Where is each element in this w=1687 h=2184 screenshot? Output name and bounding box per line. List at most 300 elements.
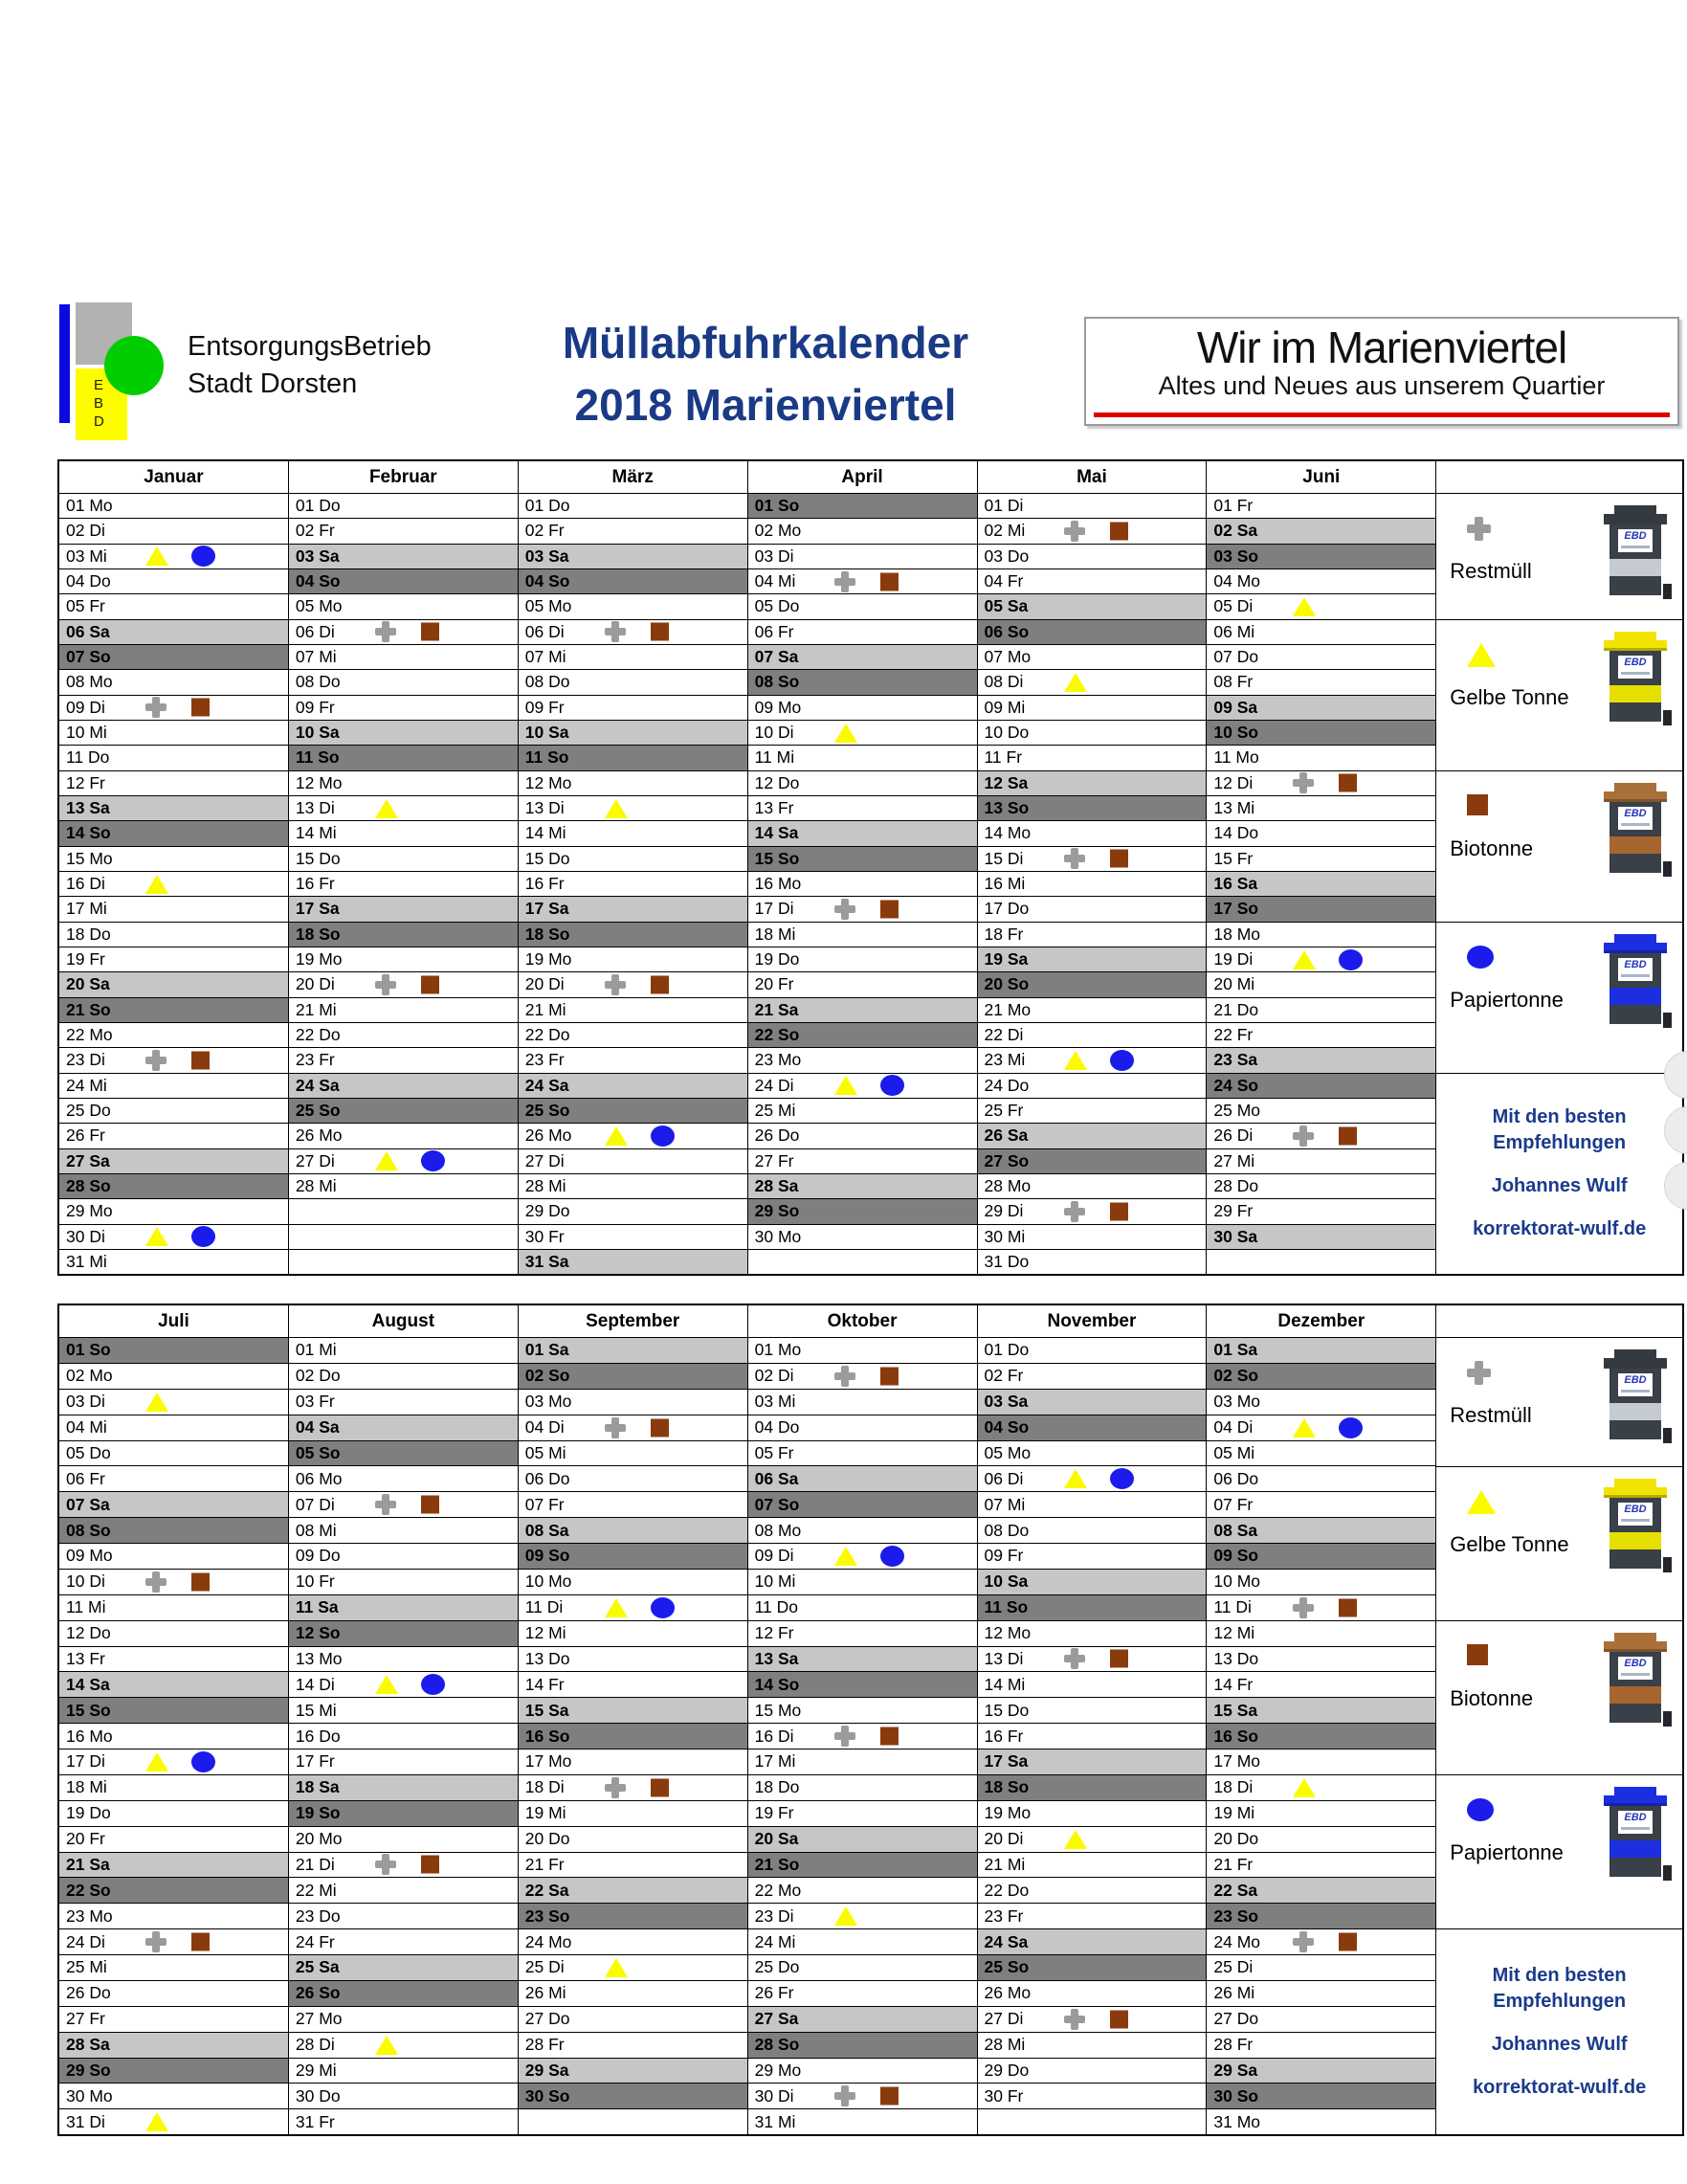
day-label: 24 Sa xyxy=(524,1075,569,1095)
day-label: 04 Do xyxy=(66,571,111,591)
day-label: 04 Mi xyxy=(66,1417,107,1437)
day-label: 29 Mo xyxy=(66,1201,113,1221)
day-label: 02 So xyxy=(524,1366,570,1386)
day-label: 29 Mi xyxy=(295,2060,337,2080)
day-label: 31 Do xyxy=(984,1252,1030,1271)
day-label: 12 Fr xyxy=(754,1623,794,1643)
bin-color-band xyxy=(1609,1840,1661,1858)
day-cell xyxy=(1207,1904,1435,1929)
day-label: 15 Do xyxy=(984,1700,1030,1720)
biotonne-icon xyxy=(191,699,210,717)
day-cell xyxy=(748,923,977,947)
day-cell xyxy=(978,1466,1207,1492)
calendar-table-first-half xyxy=(57,459,1684,1276)
day-label: 31 Fr xyxy=(295,2111,335,2131)
day-label: 16 Di xyxy=(66,874,105,894)
day-label: 02 So xyxy=(1213,1366,1259,1386)
bin-lid xyxy=(1604,943,1667,953)
biotonne-icon xyxy=(421,623,439,641)
papiertonne-icon xyxy=(1467,1798,1494,1821)
day-label: 24 Mo xyxy=(524,1931,572,1951)
month-column-januar xyxy=(59,461,289,1274)
day-cell xyxy=(1207,594,1435,619)
day-cell xyxy=(289,645,518,670)
day-label: 05 Mo xyxy=(295,596,343,616)
day-label: 15 Di xyxy=(984,848,1024,868)
day-cell xyxy=(978,872,1207,897)
month-header: September xyxy=(519,1305,747,1338)
day-cell xyxy=(519,569,747,594)
bin-ebd-label: EBD xyxy=(1618,1811,1653,1834)
day-cell xyxy=(748,1149,977,1174)
day-label: 31 Mi xyxy=(754,2111,796,2131)
gelbe-tonne-icon xyxy=(375,2036,398,2055)
day-label: 14 Mi xyxy=(295,823,337,843)
day-cell xyxy=(978,1174,1207,1199)
day-label: 25 Mi xyxy=(754,1101,796,1121)
day-label: 08 Di xyxy=(984,672,1024,692)
day-cell xyxy=(519,1338,747,1364)
day-cell xyxy=(748,1074,977,1099)
day-label: 06 Do xyxy=(1213,1468,1259,1488)
day-cell xyxy=(289,897,518,922)
day-cell xyxy=(59,1199,288,1224)
day-cell xyxy=(1207,796,1435,821)
day-cell xyxy=(748,796,977,821)
day-cell xyxy=(289,821,518,846)
bin-lid-cap xyxy=(1614,783,1656,791)
day-label: 28 Mi xyxy=(295,1176,337,1196)
bin-ebd-label: EBD xyxy=(1618,529,1653,552)
day-label: 23 Mo xyxy=(66,1905,113,1926)
day-cell xyxy=(289,2059,518,2084)
day-label: 09 Di xyxy=(754,1546,794,1566)
day-label: 06 Fr xyxy=(754,621,794,641)
day-label: 01 Sa xyxy=(524,1340,569,1360)
day-label: 28 Sa xyxy=(754,1176,799,1196)
day-cell xyxy=(1207,696,1435,721)
day-cell xyxy=(289,947,518,972)
month-column-mai xyxy=(978,461,1208,1274)
legend-header-cell xyxy=(1436,1305,1682,1338)
day-label: 21 Sa xyxy=(754,999,799,1019)
rest-bin-image xyxy=(1604,1349,1667,1445)
day-label: 22 Do xyxy=(984,1880,1030,1900)
day-cell xyxy=(519,972,747,997)
day-cell xyxy=(59,1048,288,1073)
day-cell xyxy=(978,1929,1207,1955)
day-label: 25 Sa xyxy=(295,1957,340,1977)
papiertonne-icon xyxy=(421,1150,445,1171)
day-cell xyxy=(1207,1801,1435,1827)
day-cell xyxy=(1207,1225,1435,1250)
day-label: 26 Mo xyxy=(524,1125,572,1146)
wishes-line xyxy=(1473,1216,1646,1242)
day-cell xyxy=(289,620,518,645)
day-label: 17 Mo xyxy=(1213,1751,1261,1772)
empty-day-cell xyxy=(1207,1250,1435,1274)
day-label: 05 Mo xyxy=(524,596,572,616)
papiertonne-icon xyxy=(1467,946,1494,969)
day-label: 03 Mo xyxy=(524,1392,572,1412)
day-label: 16 Di xyxy=(754,1726,794,1746)
day-cell xyxy=(748,1621,977,1647)
day-label: 31 Sa xyxy=(524,1252,569,1271)
title-line1: Müllabfuhrkalender xyxy=(562,318,969,368)
logo-blue-bar xyxy=(59,304,70,423)
day-cell xyxy=(1207,1775,1435,1801)
day-label: 16 Mi xyxy=(984,874,1026,894)
day-cell xyxy=(978,1647,1207,1673)
month-column-september xyxy=(519,1305,748,2134)
restmuell-icon xyxy=(1064,2009,1085,2030)
day-label: 14 Fr xyxy=(524,1674,565,1694)
day-cell xyxy=(59,1724,288,1749)
biotonne-icon xyxy=(651,623,669,641)
day-cell xyxy=(1207,1647,1435,1673)
legend-label: Gelbe Tonne xyxy=(1450,1531,1569,1556)
day-label: 14 Sa xyxy=(754,823,799,843)
day-label: 22 So xyxy=(66,1880,111,1900)
day-label: 27 Sa xyxy=(66,1150,110,1170)
bin-wheel xyxy=(1663,1865,1672,1881)
day-cell xyxy=(519,1518,747,1544)
day-cell xyxy=(748,1023,977,1048)
day-label: 17 Di xyxy=(66,1751,105,1772)
day-label: 15 Do xyxy=(295,848,341,868)
day-cell xyxy=(519,1981,747,2007)
gelbe-tonne-icon xyxy=(1293,597,1316,616)
day-label: 02 Sa xyxy=(1213,521,1258,541)
day-cell xyxy=(519,1621,747,1647)
day-cell xyxy=(289,1827,518,1853)
banner-title: Wir im Marienviertel xyxy=(1196,323,1567,372)
biotonne-icon xyxy=(1467,1644,1488,1665)
day-cell xyxy=(519,1149,747,1174)
day-cell xyxy=(978,1878,1207,1904)
day-label: 18 Mo xyxy=(1213,924,1261,944)
day-cell xyxy=(519,1124,747,1148)
day-cell xyxy=(289,545,518,569)
page-title xyxy=(488,312,1043,437)
day-label: 12 Mo xyxy=(984,1623,1032,1643)
wishes-line xyxy=(1492,2032,1628,2058)
day-cell xyxy=(1207,721,1435,746)
day-cell xyxy=(748,1364,977,1390)
day-label: 19 Di xyxy=(1213,949,1254,969)
day-label: 24 Sa xyxy=(295,1075,340,1095)
day-label: 08 Sa xyxy=(524,1520,569,1540)
empty-day-cell xyxy=(289,1225,518,1250)
day-cell xyxy=(978,1199,1207,1224)
day-cell xyxy=(978,620,1207,645)
day-cell xyxy=(1207,1929,1435,1955)
day-cell xyxy=(59,1853,288,1879)
day-cell xyxy=(748,1929,977,1955)
bin-lid xyxy=(1604,1487,1667,1498)
day-label: 19 Mo xyxy=(524,949,572,969)
day-label: 17 Do xyxy=(984,899,1030,919)
gelbe-tonne-icon xyxy=(834,1076,857,1095)
day-label: 29 Sa xyxy=(1213,2060,1258,2080)
day-label: 11 Sa xyxy=(295,1597,339,1617)
wishes-line xyxy=(1492,1173,1628,1199)
bin-lid-cap xyxy=(1614,1349,1656,1358)
day-label: 24 Mi xyxy=(754,1931,796,1951)
gelbe-tonne-icon xyxy=(834,1906,857,1926)
day-cell xyxy=(519,1492,747,1518)
day-label: 06 Fr xyxy=(66,1468,105,1488)
day-label: 16 Fr xyxy=(524,874,565,894)
restmuell-icon xyxy=(605,1417,626,1438)
day-cell xyxy=(519,796,747,821)
day-cell xyxy=(289,1466,518,1492)
day-label: 09 Mo xyxy=(66,1546,113,1566)
papier-bin-image xyxy=(1604,934,1667,1030)
day-cell xyxy=(59,1338,288,1364)
day-label: 26 Mi xyxy=(524,1983,566,2003)
day-label: 08 Mo xyxy=(66,672,113,692)
restmuell-icon xyxy=(145,1571,166,1593)
day-label: 06 Di xyxy=(984,1468,1024,1488)
day-label: 14 So xyxy=(66,823,111,843)
day-cell xyxy=(519,1225,747,1250)
day-cell xyxy=(59,923,288,947)
restmuell-icon xyxy=(145,697,166,718)
day-label: 17 Mo xyxy=(524,1751,572,1772)
day-label: 17 Di xyxy=(754,899,794,919)
day-cell xyxy=(519,2007,747,2033)
month-header: Juli xyxy=(59,1305,288,1338)
biotonne-icon xyxy=(880,1727,899,1746)
day-label: 20 Fr xyxy=(754,974,794,994)
day-cell xyxy=(1207,1518,1435,1544)
day-label: 27 Fr xyxy=(754,1150,794,1170)
day-cell xyxy=(748,1955,977,1981)
day-label: 13 Mi xyxy=(1213,798,1255,818)
gelb-bin-image xyxy=(1604,1479,1667,1574)
day-label: 16 Fr xyxy=(984,1726,1024,1746)
day-cell xyxy=(519,1199,747,1224)
day-label: 07 Do xyxy=(1213,647,1259,667)
day-label: 05 So xyxy=(295,1442,341,1462)
legend-item-bio xyxy=(1436,1621,1682,1775)
bin-lid-cap xyxy=(1614,632,1656,640)
day-label: 05 Fr xyxy=(754,1442,794,1462)
papiertonne-icon xyxy=(191,1226,215,1247)
day-label: 13 Fr xyxy=(66,1648,105,1668)
day-cell xyxy=(748,746,977,770)
day-label: 23 Sa xyxy=(1213,1050,1258,1070)
day-cell xyxy=(59,1518,288,1544)
day-label: 21 Di xyxy=(295,1854,335,1874)
day-label: 19 Do xyxy=(66,1803,111,1823)
day-cell xyxy=(748,1775,977,1801)
day-label: 13 Do xyxy=(1213,1648,1259,1668)
empty-day-cell xyxy=(289,1250,518,1274)
day-cell xyxy=(978,545,1207,569)
day-label: 13 Di xyxy=(984,1648,1024,1668)
day-label: 16 So xyxy=(524,1726,570,1746)
day-label: 25 So xyxy=(524,1101,570,1121)
day-cell xyxy=(978,771,1207,796)
day-cell xyxy=(1207,1441,1435,1467)
day-label: 10 Sa xyxy=(295,723,340,743)
wishes-text: korrektorat-wulf.de xyxy=(1473,1218,1647,1240)
gelbe-tonne-icon xyxy=(1064,1469,1087,1488)
day-cell xyxy=(519,2033,747,2059)
day-label: 04 Mo xyxy=(1213,571,1261,591)
wishes-text: Mit den besten xyxy=(1492,1106,1627,1128)
day-label: 10 Fr xyxy=(295,1571,335,1592)
day-cell xyxy=(289,2084,518,2109)
day-label: 04 So xyxy=(524,571,570,591)
day-label: 09 Do xyxy=(295,1546,341,1566)
day-label: 07 Mi xyxy=(984,1494,1026,1514)
day-cell xyxy=(289,1124,518,1148)
month-header: Februar xyxy=(289,461,518,494)
gelbe-tonne-icon xyxy=(375,799,398,818)
day-cell xyxy=(59,1801,288,1827)
day-cell xyxy=(519,821,747,846)
gelbe-tonne-icon xyxy=(605,799,628,818)
day-label: 04 Di xyxy=(1213,1417,1254,1437)
day-cell xyxy=(519,1174,747,1199)
day-label: 09 So xyxy=(1213,1546,1259,1566)
day-label: 03 Sa xyxy=(984,1392,1029,1412)
day-cell xyxy=(519,872,747,897)
day-cell xyxy=(978,519,1207,544)
day-label: 02 Di xyxy=(754,1366,794,1386)
day-cell xyxy=(59,1441,288,1467)
day-cell xyxy=(748,1174,977,1199)
day-label: 15 Mo xyxy=(754,1700,802,1720)
legend-label: Biotonne xyxy=(1450,836,1534,860)
day-cell xyxy=(748,2059,977,2084)
day-cell xyxy=(978,1749,1207,1775)
day-cell xyxy=(59,1749,288,1775)
day-cell xyxy=(59,545,288,569)
day-cell xyxy=(1207,1466,1435,1492)
day-label: 21 Mi xyxy=(524,999,566,1019)
bin-ebd-label: EBD xyxy=(1618,1503,1653,1526)
biotonne-icon xyxy=(1467,794,1488,815)
day-cell xyxy=(978,1074,1207,1099)
restmuell-icon xyxy=(375,974,396,995)
day-label: 24 Fr xyxy=(295,1931,335,1951)
day-cell xyxy=(748,1827,977,1853)
day-cell xyxy=(748,1981,977,2007)
day-cell xyxy=(59,620,288,645)
day-cell xyxy=(59,1698,288,1724)
day-label: 17 So xyxy=(1213,899,1259,919)
day-label: 27 Mi xyxy=(1213,1150,1255,1170)
day-label: 12 Mo xyxy=(524,772,572,792)
day-label: 16 Do xyxy=(295,1726,341,1746)
day-label: 07 Mo xyxy=(984,647,1032,667)
day-cell xyxy=(59,1775,288,1801)
day-label: 21 Mo xyxy=(984,999,1032,1019)
day-label: 29 Fr xyxy=(1213,1201,1254,1221)
day-cell xyxy=(748,1904,977,1929)
day-cell xyxy=(978,1595,1207,1621)
day-label: 19 Do xyxy=(754,949,800,969)
day-label: 31 Mi xyxy=(66,1252,107,1271)
biotonne-icon xyxy=(1110,522,1128,540)
day-label: 24 Mo xyxy=(1213,1931,1261,1951)
day-cell xyxy=(748,1853,977,1879)
day-cell xyxy=(59,494,288,519)
day-cell xyxy=(289,1048,518,1073)
bin-lid-cap xyxy=(1614,1479,1656,1487)
day-cell xyxy=(59,1099,288,1124)
day-label: 07 Sa xyxy=(66,1494,110,1514)
month-column-dezember xyxy=(1207,1305,1436,2134)
day-label: 01 Do xyxy=(524,496,570,516)
restmuell-icon xyxy=(1064,521,1085,542)
day-cell xyxy=(59,1570,288,1595)
day-label: 01 Mo xyxy=(66,496,113,516)
day-label: 15 Sa xyxy=(524,1700,569,1720)
day-cell xyxy=(748,998,977,1023)
day-cell xyxy=(289,746,518,770)
day-cell xyxy=(289,1415,518,1441)
day-label: 24 Mi xyxy=(66,1075,107,1095)
day-label: 26 Sa xyxy=(984,1125,1029,1146)
day-cell xyxy=(1207,494,1435,519)
restmuell-icon xyxy=(834,1726,855,1747)
day-cell xyxy=(978,2059,1207,2084)
day-label: 04 Di xyxy=(524,1417,565,1437)
day-label: 13 Sa xyxy=(754,1648,799,1668)
day-label: 27 Di xyxy=(984,2009,1024,2029)
day-label: 10 Di xyxy=(66,1571,105,1592)
day-cell xyxy=(978,2007,1207,2033)
day-cell xyxy=(519,1647,747,1673)
day-cell xyxy=(519,721,747,746)
restmuell-icon xyxy=(375,1854,396,1875)
day-label: 20 Di xyxy=(524,974,565,994)
day-cell xyxy=(978,1023,1207,1048)
day-label: 05 Sa xyxy=(984,596,1029,616)
day-label: 22 Sa xyxy=(1213,1880,1258,1900)
day-cell xyxy=(748,1124,977,1148)
day-cell xyxy=(289,1441,518,1467)
gelbe-tonne-icon xyxy=(605,1958,628,1977)
bin-color-band xyxy=(1609,836,1661,854)
day-cell xyxy=(59,2059,288,2084)
day-label: 18 Mi xyxy=(754,924,796,944)
day-label: 04 Sa xyxy=(295,1417,340,1437)
day-cell xyxy=(59,1466,288,1492)
day-label: 21 So xyxy=(66,999,111,1019)
day-label: 04 Mi xyxy=(754,571,796,591)
day-label: 21 So xyxy=(754,1854,800,1874)
day-label: 11 Mi xyxy=(754,747,795,768)
day-label: 01 Fr xyxy=(1213,496,1254,516)
day-label: 16 So xyxy=(1213,1726,1259,1746)
day-cell xyxy=(519,897,747,922)
day-cell xyxy=(289,494,518,519)
banner-red-underline xyxy=(1094,412,1670,417)
day-label: 30 Di xyxy=(66,1226,105,1246)
day-cell xyxy=(519,1929,747,1955)
day-cell xyxy=(289,1595,518,1621)
day-label: 22 So xyxy=(754,1025,800,1045)
day-cell xyxy=(289,1149,518,1174)
day-cell xyxy=(748,2109,977,2134)
day-cell xyxy=(519,1390,747,1415)
